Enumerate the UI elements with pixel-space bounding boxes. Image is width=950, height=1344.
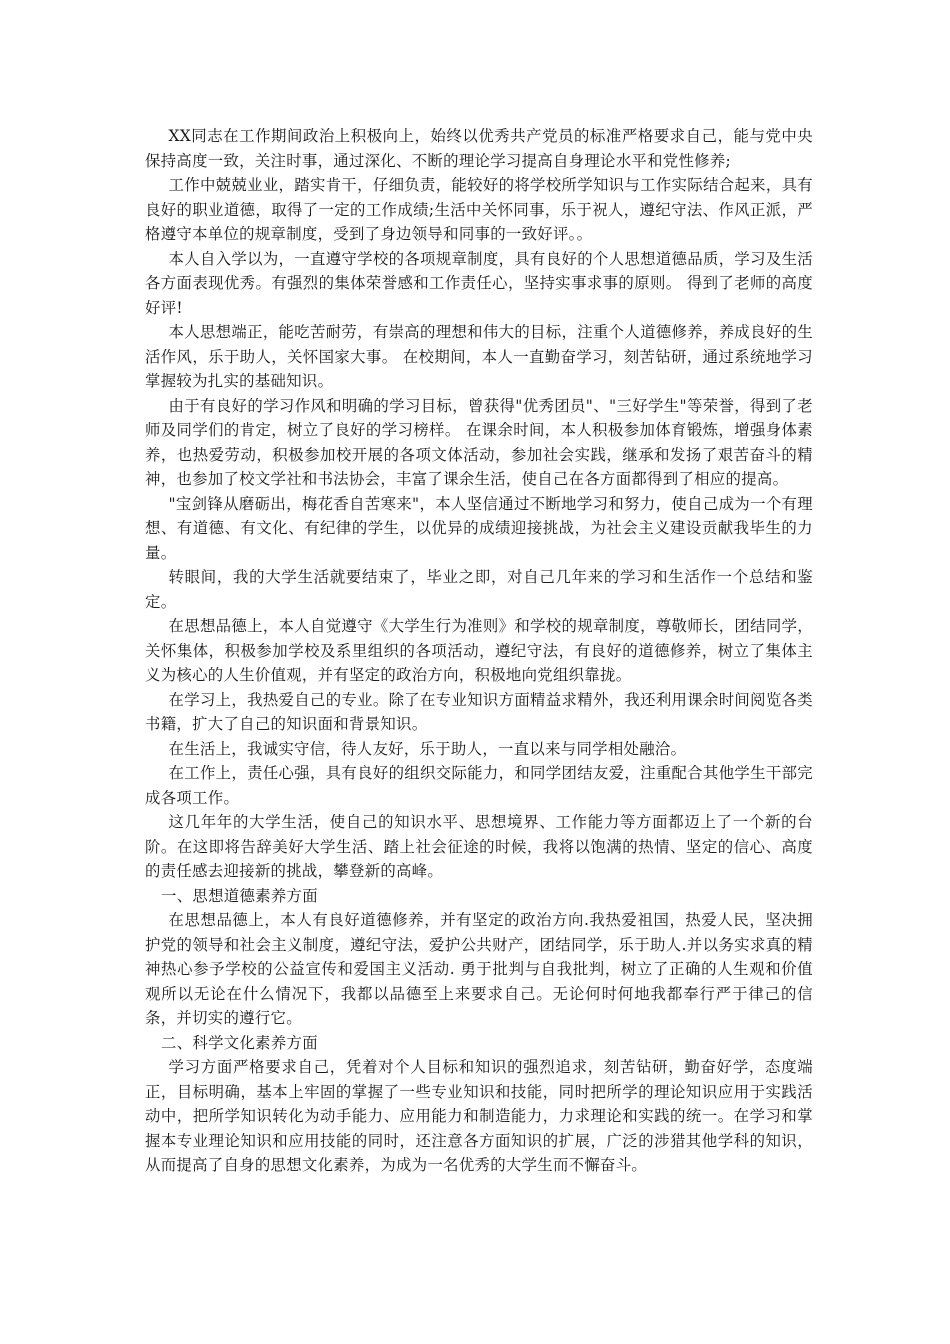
paragraph: 转眼间，我的大学生活就要结束了，毕业之即，对自己几年来的学习和生活作一个总结和鉴定。 <box>145 568 813 611</box>
paragraph: 本人自入学以为，一直遵守学校的各项规章制度，具有良好的个人思想道德品质，学习及生活各方面表现优秀。有强烈的集体荣誉感和工作责任心，坚持实事求事的原则。 得到了老师的高度好评! <box>145 249 813 317</box>
document-body <box>145 124 813 1178</box>
paragraph: 本人思想端正，能吃苦耐劳，有崇高的理想和伟大的目标，注重个人道德修养，养成良好的生活作风，乐于助人，关怀国家大事。 在校期间，本人一直勤奋学习，刻苦钻研，通过系统地学习掌握较为扎实的基础知识。 <box>145 323 813 390</box>
paragraph: 在思想品德上，本人自觉遵守《大学生行为准则》和学校的规章制度，尊敬师长，团结同学，关怀集体，积极参加学校及系里组织的各项活动，遵纪守法，有良好的道德修养，树立了集体主义为核心的人生价值观，并有坚定的政治方向，积极地向党组织靠拢。 <box>145 617 813 684</box>
paragraph: 这几年年的大学生活，使自己的知识水平、思想境界、工作能力等方面都迈上了一个新的台阶。在这即将告辞美好大学生活、踏上社会征途的时候，我将以饱满的热情、坚定的信心、高度的责任感去迎接新的挑战，攀登新的高峰。 <box>145 813 813 880</box>
section-heading: 一、思想道德素养方面 <box>161 886 318 905</box>
paragraph: 在思想品德上，本人有良好道德修养，并有坚定的政治方向.我热爱祖国，热爱人民，坚决拥护党的领导和社会主义制度，遵纪守法，爱护公共财产，团结同学，乐于助人.并以务实求真的精神热心参予学校的公益宣传和爱国主义活动. 勇于批判与自我批判，树立了正确的人生观和价值观所以无论在什么情况下，我都以品德至上来要求自己。无论何时何地我都奉行严于律己的信条，并切实的遵行它。 <box>145 911 813 1027</box>
paragraph: 由于有良好的学习作风和明确的学习目标，曾获得"优秀团员"、"三好学生"等荣誉，得到了老师及同学们的肯定，树立了良好的学习榜样。 在课余时间，本人积极参加体育锻炼，增强身体素养，也热爱劳动，积极参加校开展的各项文体活动，参加社会实践，继承和发扬了艰苦奋斗的精神，也参加了校文学社和书法协会，丰富了课余生活，使自己在各方面都得到了相应的提高。 <box>145 396 813 488</box>
section-heading: 二、科学文化素养方面 <box>161 1033 318 1052</box>
paragraph: 在工作上，责任心强，具有良好的组织交际能力，和同学团结友爱，注重配合其他学生干部完成各项工作。 <box>145 764 813 807</box>
paragraph: 在生活上，我诚实守信，待人友好，乐于助人，一直以来与同学相处融洽。 <box>168 739 687 758</box>
paragraph: XX同志在工作期间政治上积极向上，始终以优秀共产党员的标准严格要求自己，能与党中央保持高度一致，关注时事，通过深化、不断的理论学习提高自身理论水平和党性修养; <box>145 127 813 170</box>
paragraph: 学习方面严格要求自己，凭着对个人目标和知识的强烈追求，刻苦钻研，勤奋好学，态度端正，目标明确，基本上牢固的掌握了一些专业知识和技能，同时把所学的理论知识应用于实践活动中，把所学知识转化为动手能力、应用能力和制造能力，力求理论和实践的统一。在学习和掌握本专业理论知识和应用技能的同时，还注意各方面知识的扩展，广泛的涉猎其他学科的知识，从而提高了自身的思想文化素养，为成为一名优秀的大学生而不懈奋斗。 <box>145 1058 813 1174</box>
paragraph: 工作中兢兢业业，踏实肯干，仔细负责，能较好的将学校所学知识与工作实际结合起来，具有良好的职业道德，取得了一定的工作成绩;生活中关怀同事，乐于祝人，遵纪守法、作风正派，严格遵守本单位的规章制度，受到了身边领导和同事的一致好评。。 <box>145 176 813 243</box>
paragraph: 在学习上，我热爱自己的专业。除了在专业知识方面精益求精外，我还利用课余时间阅览各类书籍，扩大了自己的知识面和背景知识。 <box>145 690 813 733</box>
paragraph: "宝剑锋从磨砺出，梅花香自苦寒来"，本人坚信通过不断地学习和努力，使自己成为一个有理想、有道德、有文化、有纪律的学生，以优异的成绩迎接挑战，为社会主义建设贡献我毕生的力量。 <box>145 494 813 562</box>
